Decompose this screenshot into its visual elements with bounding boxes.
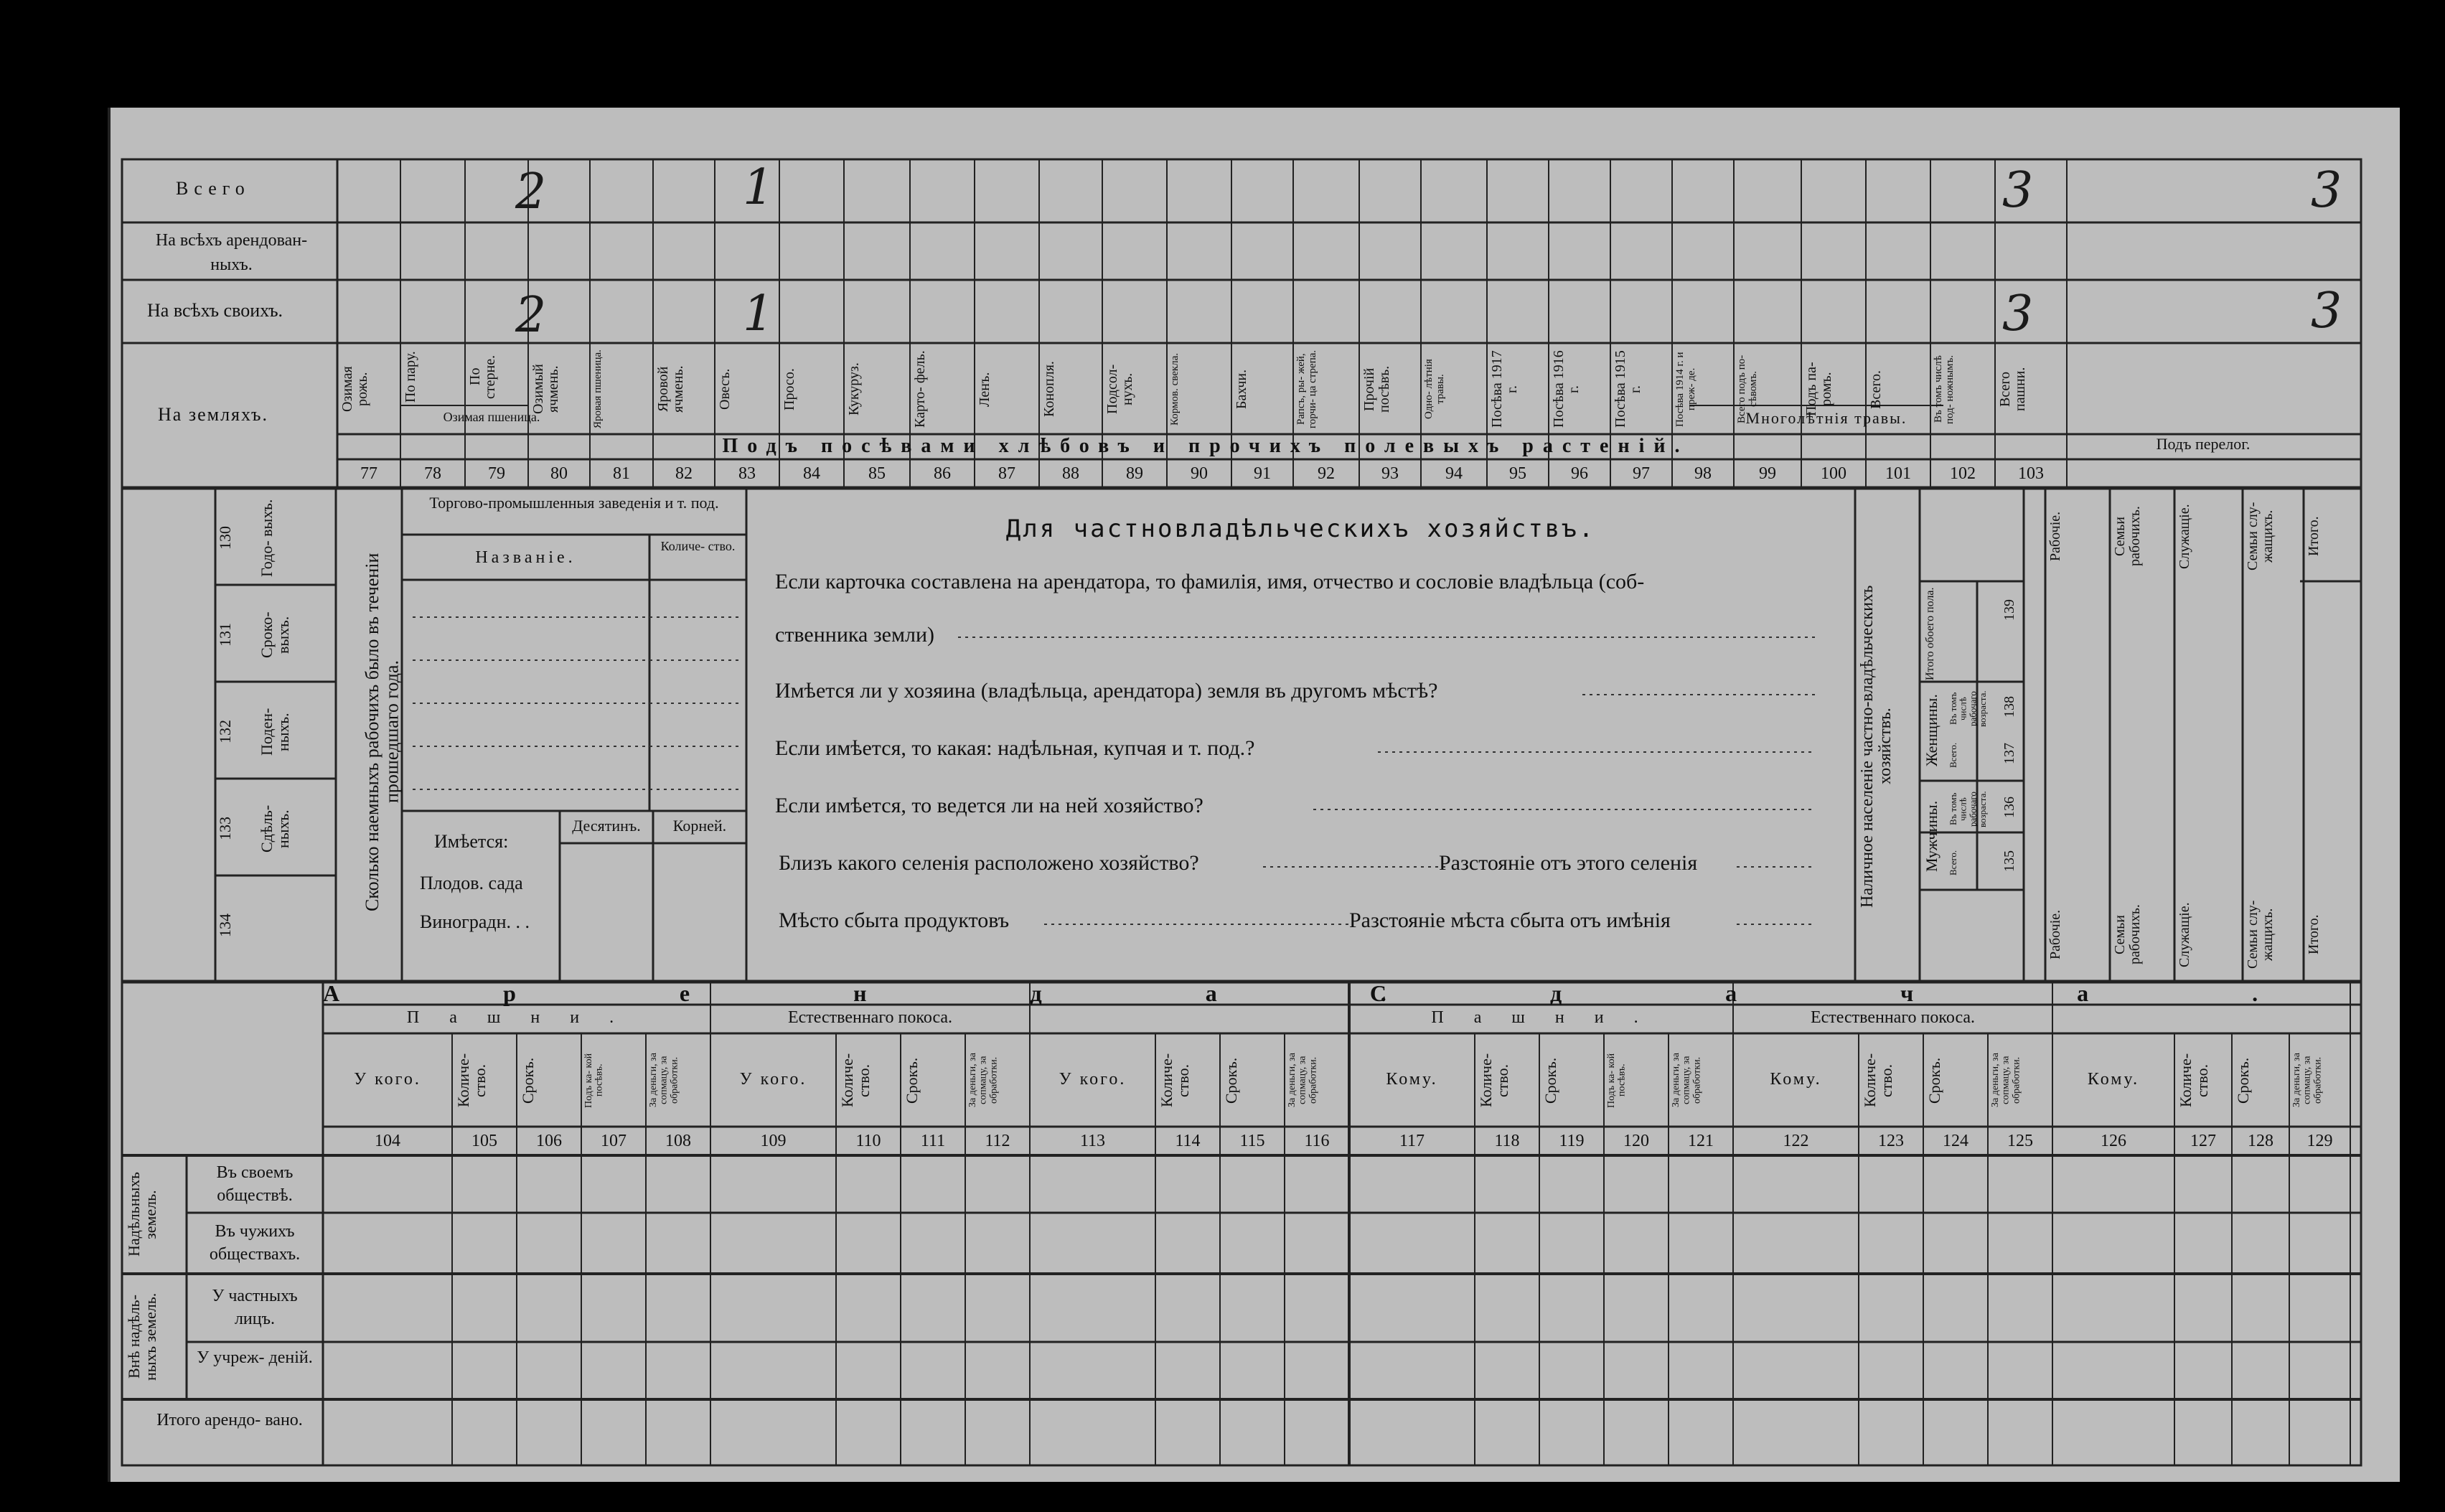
lease-col-label: За деньги, за сопмацу, за обработки.: [1990, 1053, 2022, 1108]
crop-col-label: Кормов. свекла.: [1169, 352, 1181, 426]
crop-col-number: 83: [738, 464, 756, 483]
crop-col-label: Яровой ячмень.: [655, 365, 686, 413]
hw-own-79: 2: [515, 287, 547, 344]
crop-col-number: 100: [1821, 464, 1846, 483]
lease-subgroup-label: Естественнаго покоса.: [787, 1008, 953, 1027]
crop-col-number: 81: [613, 464, 630, 483]
lease-subgroup-label: П а ш н и .: [1431, 1008, 1651, 1027]
sdacha-title: С д а ч а .: [1369, 980, 2337, 1006]
crop-col-number: 88: [1062, 464, 1079, 483]
group-allotted-lands: Надѣльныхъ земель.: [125, 1172, 160, 1257]
row-label-own: На всѣхъ своихъ.: [147, 300, 283, 321]
crop-col-number: 99: [1759, 464, 1776, 483]
lease-col-number: 106: [536, 1132, 562, 1150]
private-title: Для частновладѣльческихъ хозяйствъ.: [1005, 515, 1596, 543]
crop-col-label: Посѣва 1915 г.: [1613, 350, 1643, 428]
crop-col-label: Конопля.: [1041, 361, 1057, 418]
lease-col-number: 111: [920, 1132, 946, 1150]
row-other-societies: Въ чужихъ обществахъ.: [209, 1222, 301, 1264]
row-label-total: Всего: [176, 178, 250, 199]
crop-col-label: Всего.: [1868, 370, 1884, 409]
lease-col-number: 128: [2248, 1132, 2273, 1150]
lease-col-number: 107: [601, 1132, 626, 1150]
trade-title: Торгово-промышленныя заведенія и т. под.: [429, 494, 719, 512]
population-right-bottom: Семьи рабочихъ.: [2112, 904, 2143, 965]
crop-col-number: 92: [1318, 464, 1335, 483]
crop-col-number: 94: [1445, 464, 1463, 483]
lease-col-label: У кого.: [354, 1070, 421, 1089]
population-col-number: 139: [2001, 599, 2017, 621]
crop-col-label: Просо.: [782, 368, 797, 410]
lease-col-number: 113: [1079, 1132, 1106, 1150]
worker-col-number: 131: [216, 623, 234, 647]
lease-col-label: Количе- ство.: [838, 1053, 873, 1108]
lease-col-label: Срокъ.: [1541, 1057, 1559, 1104]
lease-col-number: 108: [665, 1132, 691, 1150]
private-line-5: Если имѣется, то ведется ли на ней хозяйство?: [775, 794, 1203, 817]
population-col-label: Всего.: [1948, 850, 1958, 876]
hw-own-103: 3: [2311, 283, 2342, 339]
private-line-2: ственника земли): [775, 623, 934, 647]
crop-col-label: Всего пашни.: [1997, 367, 2028, 412]
crop-col-label: Прочій посѣвъ.: [1361, 365, 1392, 413]
population-total-both: Итого обоего пола.: [1924, 587, 1936, 680]
population-right-bottom: Итого.: [2306, 914, 2322, 955]
row-label-rented: [129, 228, 334, 277]
population-right-top: Рабочіе.: [2047, 511, 2063, 562]
worker-col-number: 132: [216, 720, 234, 744]
lease-col-label: Срокъ.: [1222, 1057, 1240, 1104]
lease-col-label: Подъ ка- кой посѣвъ.: [583, 1053, 605, 1108]
lease-subgroup-label: Естественнаго покоса.: [1810, 1008, 1976, 1027]
crop-col-number: 98: [1694, 464, 1712, 483]
lease-col-label: Кому.: [1770, 1070, 1822, 1089]
row-institutions: У учреж- деній.: [197, 1348, 313, 1367]
population-right-bottom: Служащіе.: [2177, 902, 2192, 967]
crop-col-number: 97: [1633, 464, 1650, 483]
lease-col-label: За деньги, за сопмацу, за обработки.: [967, 1053, 1000, 1108]
crop-col-number: 78: [424, 464, 441, 483]
private-line-4: Если имѣется, то какая: надѣльная, купчая и т. под.?: [775, 736, 1255, 760]
crops-banner: Подъ посѣвами хлѣбовъ и прочихъ полевыхъ растеній.: [722, 435, 1689, 457]
group-non-allotted-lands: Внѣ надѣль- ныхъ земель.: [125, 1292, 160, 1381]
crop-col-number: 101: [1885, 464, 1911, 483]
winter-wheat-group-label: Озимая пшеница.: [443, 410, 540, 424]
lease-col-number: 109: [760, 1132, 787, 1150]
lease-col-number: 122: [1783, 1132, 1809, 1150]
lease-col-label: Количе- ство.: [1158, 1053, 1193, 1108]
lease-col-label: За деньги, за сопмацу, за обработки.: [1671, 1053, 1703, 1108]
worker-col-number: 130: [216, 526, 234, 550]
lease-col-label: Кому.: [2087, 1070, 2140, 1089]
row-label-rented-1: На всѣхъ арендован-: [155, 231, 308, 250]
lease-col-label: Кому.: [1386, 1070, 1438, 1089]
crop-col-number: 82: [675, 464, 693, 483]
lease-col-label: Срокъ.: [903, 1057, 921, 1104]
worker-col-label: Сроко- выхъ.: [258, 611, 293, 659]
crop-col-number: 90: [1191, 464, 1208, 483]
crop-col-number: 91: [1254, 464, 1271, 483]
lease-col-label: Количе- ство.: [454, 1053, 489, 1108]
lease-col-number: 125: [2007, 1132, 2033, 1150]
crop-col-number: 96: [1571, 464, 1588, 483]
crop-col-label: Всего подъ по- сѣвомъ.: [1736, 354, 1759, 424]
private-line-8: Мѣсто сбыта продуктовъ: [779, 908, 1010, 932]
private-line-7: Разстояніе отъ этого селенія: [1439, 851, 1698, 875]
crop-col-label: Подъ па- ромъ.: [1803, 362, 1834, 417]
population-right-top: Семьи слу- жащихъ.: [2245, 502, 2276, 571]
trade-korn-col: Корней.: [672, 817, 727, 835]
lease-col-label: За деньги, за сопмацу, за обработки.: [2291, 1053, 2324, 1108]
lease-col-number: 114: [1175, 1132, 1201, 1150]
perennial-group-label: Многолѣтнія травы.: [1745, 409, 1907, 427]
row-total-rented: Итого арендо- вано.: [156, 1411, 303, 1429]
crop-col-number: 89: [1126, 464, 1143, 483]
hw-total-82: 1: [743, 159, 774, 216]
crop-col-number: 77: [360, 464, 377, 483]
hw-own-99: 3: [2002, 286, 2034, 342]
trade-name-col: Названіе.: [475, 548, 576, 567]
crop-col-label: Подсол- нухъ.: [1104, 364, 1135, 415]
crop-col-label: Ленъ.: [977, 372, 992, 407]
lease-col-label: За деньги, за сопмацу, за обработки.: [648, 1053, 680, 1108]
crop-col-number: 103: [2018, 464, 2044, 483]
crop-col-label: Бахчи.: [1234, 369, 1249, 410]
lease-col-number: 120: [1623, 1132, 1649, 1150]
crop-col-label: Рапсъ, ры- жей, горчи- ца стрепа.: [1295, 349, 1318, 429]
crop-col-number: 93: [1381, 464, 1399, 483]
worker-col-label: [258, 883, 316, 969]
trade-qty-col: Количе- ство.: [660, 539, 736, 553]
crop-col-label: Посѣва 1914 г. и преж- де.: [1674, 352, 1697, 427]
crop-col-number: 87: [998, 464, 1015, 483]
hw-total-103: 3: [2311, 162, 2342, 219]
population-right-top: Семьи рабочихъ.: [2112, 506, 2143, 567]
crop-col-number: 86: [934, 464, 951, 483]
row-own-society: Въ своемъ обществѣ.: [216, 1163, 294, 1205]
row-label-on-lands: На земляхъ.: [158, 404, 268, 425]
crop-col-number: 102: [1950, 464, 1976, 483]
population-col-number: 137: [2001, 743, 2017, 764]
worker-col-label: Сдѣль- ныхъ.: [258, 804, 293, 853]
worker-col-label: Поден- ныхъ.: [258, 708, 293, 756]
trade-row-vineyard: Виноградн. . .: [420, 911, 530, 932]
population-col-label: Всего.: [1948, 742, 1958, 769]
crop-col-label: Озимая рожь.: [339, 366, 370, 413]
population-col-label: Въ томъ числѣ рабочаго возраста.: [1948, 690, 1988, 727]
population-col-number: 135: [2001, 850, 2017, 872]
lease-col-number: 121: [1688, 1132, 1714, 1150]
lease-col-label: Срокъ.: [2234, 1057, 2252, 1104]
lease-col-label: Количе- ство.: [1477, 1053, 1512, 1108]
worker-col-number: 133: [216, 817, 234, 841]
fallow-group-label: Подъ перелог.: [2156, 435, 2251, 453]
crop-col-number: 85: [868, 464, 886, 483]
crop-col-label: Кукуруз.: [846, 362, 862, 416]
trade-has-label: Имѣется:: [434, 831, 509, 852]
crop-col-label: Яровая пшеница.: [592, 349, 604, 429]
lease-col-number: 117: [1399, 1132, 1425, 1150]
row-private-persons: У частныхъ лицъ.: [212, 1287, 298, 1328]
crop-col-number: 80: [550, 464, 568, 483]
lease-col-number: 105: [471, 1132, 497, 1150]
lease-col-number: 123: [1878, 1132, 1904, 1150]
hw-total-99: 3: [2002, 162, 2034, 219]
lease-col-number: 126: [2101, 1132, 2126, 1150]
hw-own-82: 1: [743, 286, 774, 342]
population-title: Наличное населеніе частно-владѣльческихъ хозяйствъ.: [1858, 585, 1895, 908]
crop-col-number: 95: [1509, 464, 1526, 483]
private-line-3: Имѣется ли у хозяина (владѣльца, арендатора) земля въ другомъ мѣстѣ?: [775, 679, 1438, 703]
lease-col-label: За деньги, за сопмацу, за обработки.: [1287, 1053, 1319, 1108]
population-col-number: 136: [2001, 797, 2017, 818]
population-col-number: 138: [2001, 696, 2017, 718]
trade-row-orchard: Плодов. сада: [420, 873, 523, 893]
lease-col-number: 119: [1559, 1132, 1585, 1150]
crop-col-label: Карто- фель.: [912, 350, 928, 428]
lease-col-label: Подъ ка- кой посѣвъ.: [1606, 1053, 1628, 1108]
population-right-top: Итого.: [2306, 516, 2322, 557]
lease-col-number: 129: [2306, 1132, 2333, 1150]
lease-col-number: 124: [1943, 1132, 1968, 1150]
crop-col-label: По стерне.: [467, 354, 498, 399]
lease-col-number: 118: [1494, 1132, 1520, 1150]
crop-col-number: 84: [803, 464, 820, 483]
private-line-6: Близъ какого селенія расположено хозяйство?: [779, 851, 1199, 875]
crop-col-label: Овесъ.: [717, 368, 733, 410]
population-right-bottom: Рабочіе.: [2047, 909, 2063, 960]
lease-col-label: Срокъ.: [1925, 1057, 1943, 1104]
lease-col-number: 127: [2190, 1132, 2216, 1150]
population-col-label: Въ томъ числѣ рабочаго возраста.: [1948, 791, 1988, 827]
lease-col-number: 104: [375, 1132, 400, 1150]
crop-col-label: Въ томъ числѣ под- ножнымъ.: [1933, 354, 1956, 424]
worker-col-number: 134: [216, 914, 234, 938]
trade-desyat-col: Десятинъ.: [572, 817, 641, 835]
crop-col-label: Посѣва 1917 г.: [1489, 350, 1520, 428]
lease-col-number: 116: [1304, 1132, 1330, 1150]
lease-col-label: Количе- ство.: [2177, 1053, 2212, 1108]
private-line-9: Разстояніе мѣста сбыта отъ имѣнія: [1349, 908, 1671, 932]
arenda-title: А р е н д а .: [323, 980, 1465, 1006]
lease-col-number: 115: [1239, 1132, 1265, 1150]
row-label-rented-2: ныхъ.: [210, 255, 253, 274]
lease-col-label: У кого.: [739, 1070, 807, 1089]
lease-subgroup-label: П а ш н и .: [406, 1008, 627, 1027]
crop-col-number: 79: [488, 464, 505, 483]
hw-total-79: 2: [515, 164, 547, 220]
workers-title: Сколько наемныхъ рабочихъ было въ теченіи прошедшаго года.: [362, 553, 403, 911]
crop-col-label: Озимый ячмень.: [530, 364, 561, 415]
lease-col-number: 112: [985, 1132, 1010, 1150]
population-men: Мужчины.: [1923, 800, 1940, 872]
population-right-top: Служащіе.: [2177, 504, 2192, 569]
lease-col-label: Срокъ.: [519, 1057, 537, 1104]
worker-col-label: Годо- выхъ.: [258, 499, 276, 578]
lease-col-number: 110: [855, 1132, 881, 1150]
crop-col-label: Посѣва 1916 г.: [1551, 350, 1582, 428]
population-right-bottom: Семьи слу- жащихъ.: [2245, 900, 2276, 969]
lease-col-label: Количе- ство.: [1861, 1053, 1896, 1108]
crop-col-label: Одно- лѣтнія травы.: [1423, 359, 1446, 420]
lease-col-label: У кого.: [1059, 1070, 1127, 1089]
crop-col-label: По пару.: [403, 351, 418, 403]
population-women: Женщины.: [1923, 694, 1940, 766]
private-line-1: Если карточка составлена на арендатора, то фамилія, имя, отчество и сословіе владѣльца (соб-: [775, 570, 1645, 593]
